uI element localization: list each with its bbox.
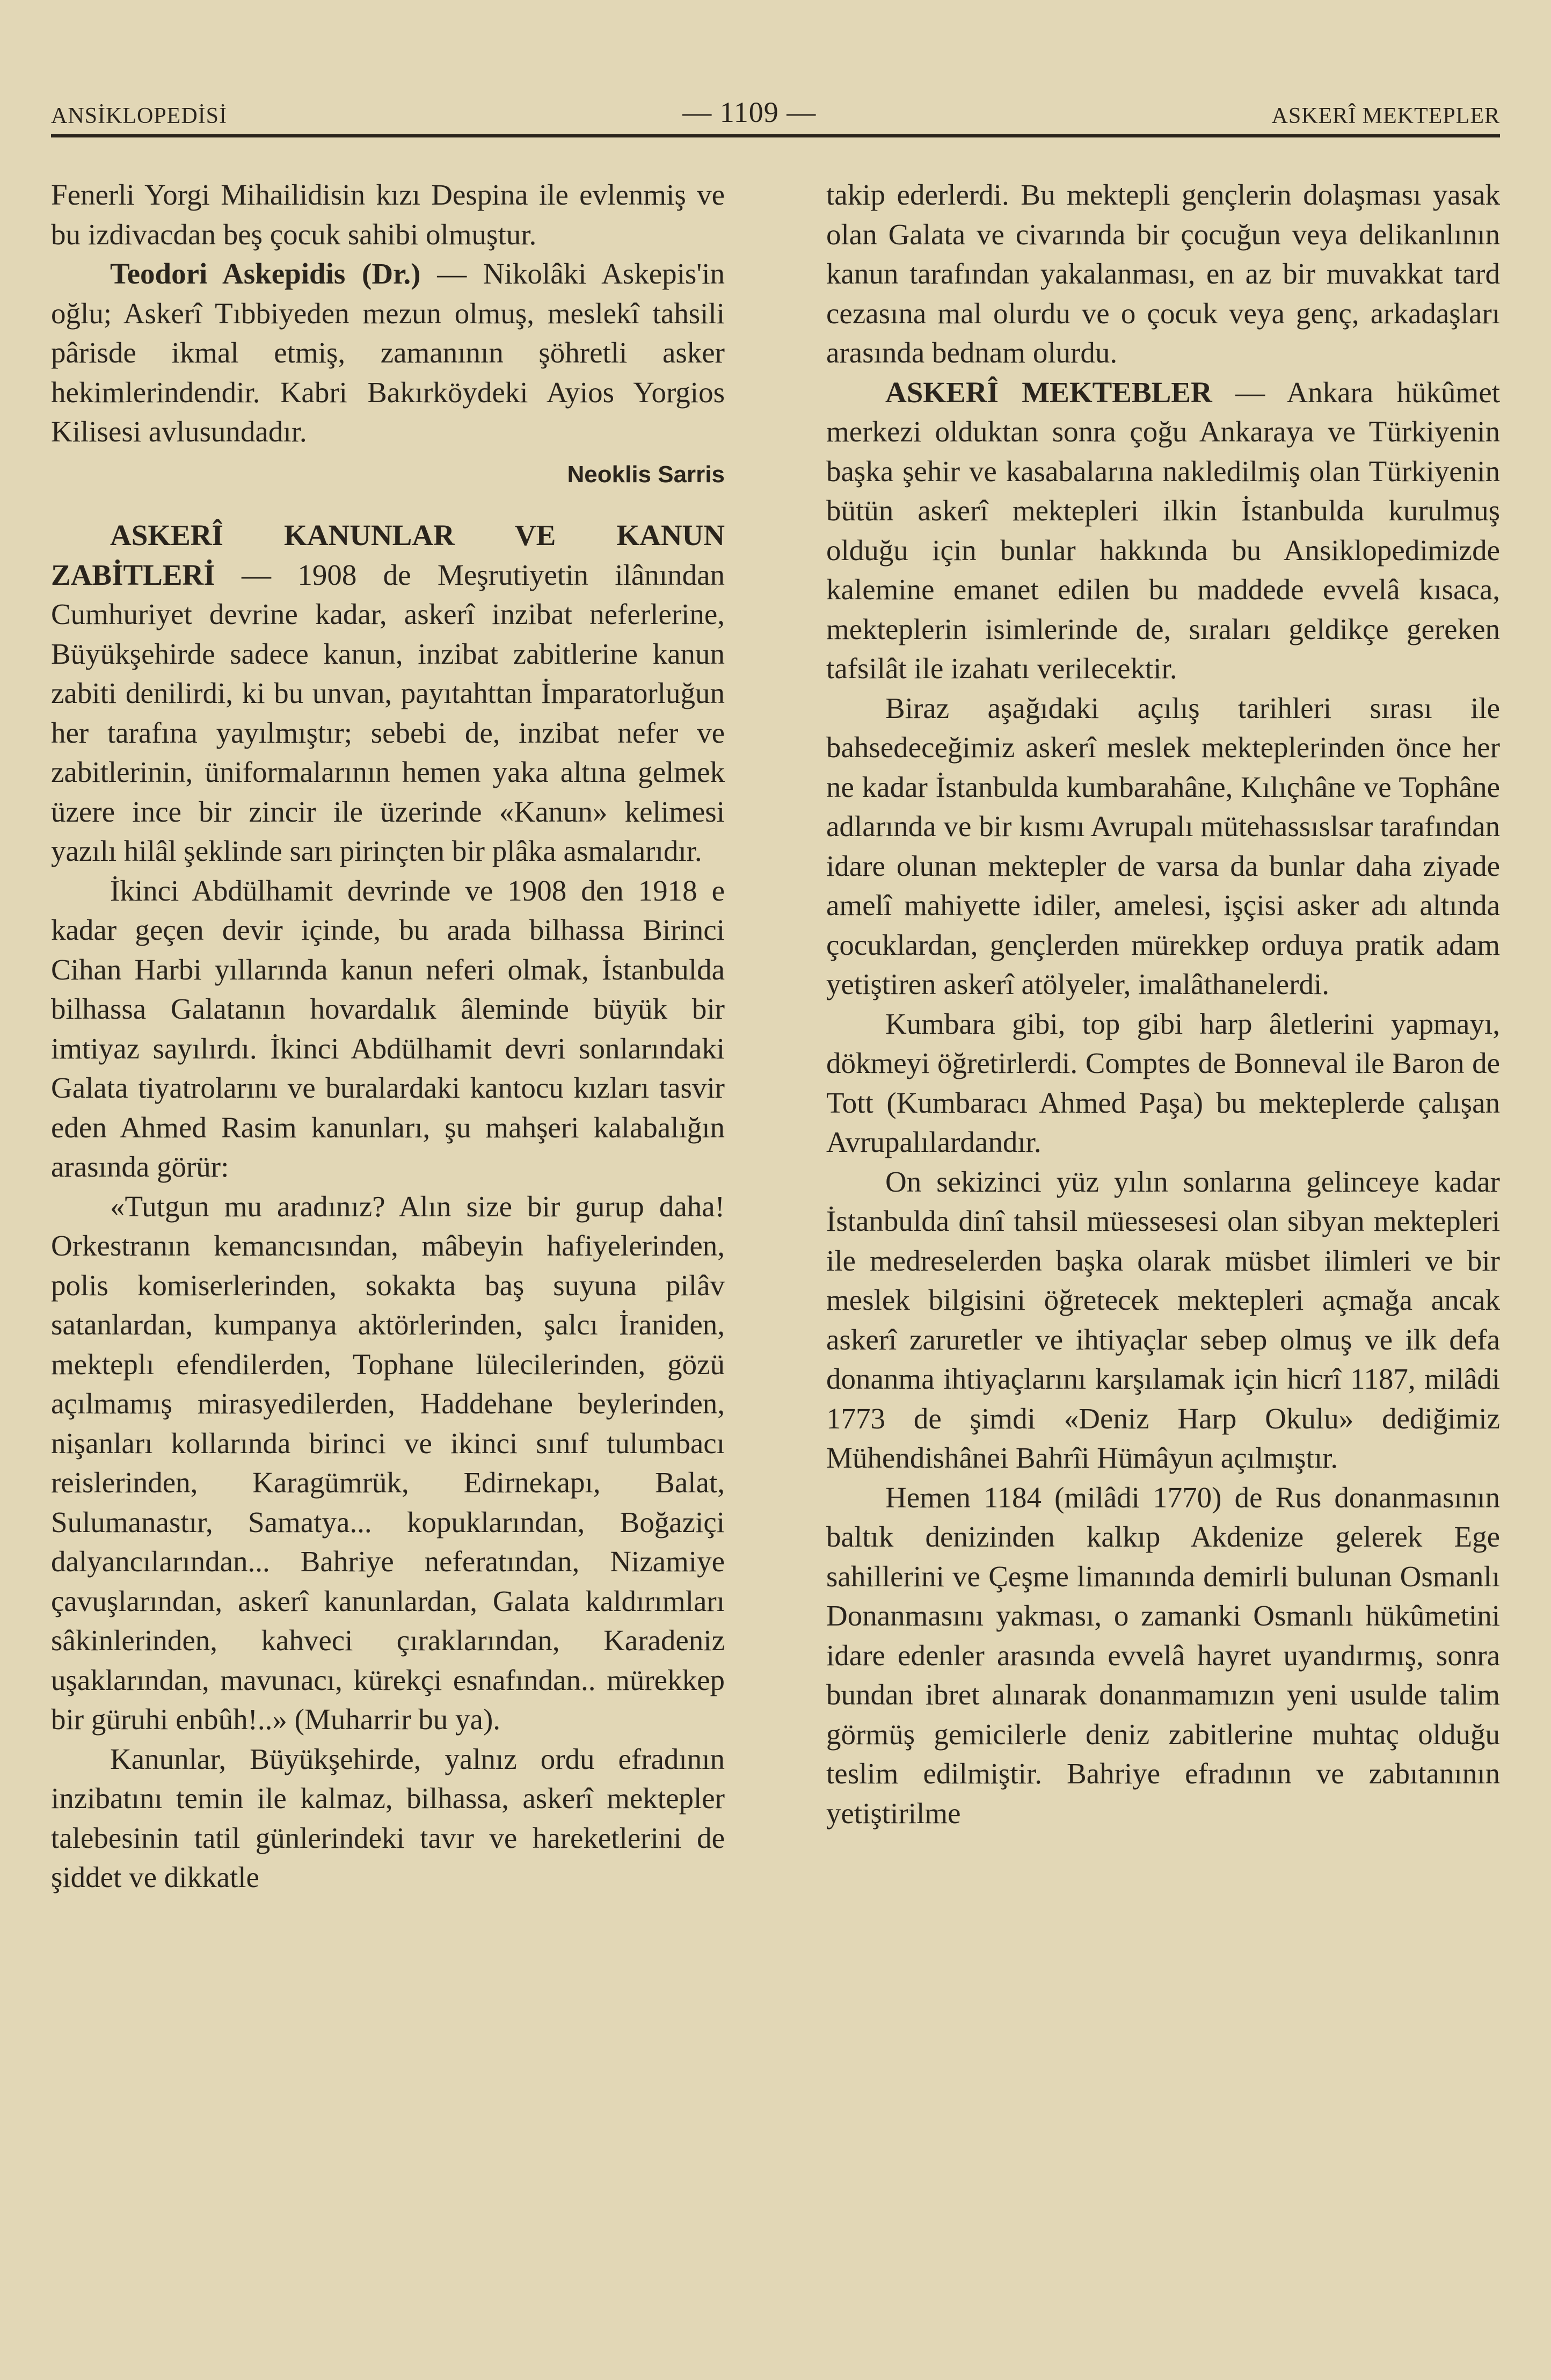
paragraph: takip ederlerdi. Bu mektepli gençlerin dolaşması yasak olan Galata ve civarında bir çocuğun veya delikanlının kanun tarafından yakalanması, en az bir muvakkat tard cezasına mal olurdu ve o çocuk veya genç, arkadaşları arasında bednam olurdu. bbox=[826, 178, 1500, 369]
entry-mektebler bbox=[826, 373, 1500, 688]
page-number: — 1109 — bbox=[682, 96, 817, 128]
paragraph: Kumbara gibi, top gibi harp âletlerini yapmayı, dökmeyi öğretirlerdi. Comptes de Bonneval ile Baron de Tott (Kumbaracı Ahmed Paşa) bu mekteplerde çalışan Avrupalılardandır. bbox=[826, 1007, 1500, 1158]
entry-kanun bbox=[51, 516, 725, 871]
right-column bbox=[826, 175, 1500, 1897]
text-columns bbox=[51, 175, 1500, 1897]
header-right: ASKERÎ MEKTEPLER bbox=[1271, 104, 1500, 128]
header-left: ANSİKLOPEDİSİ bbox=[51, 104, 227, 128]
entry-body: — Ankara hükûmet merkezi olduktan sonra çoğu Ankaraya ve Türkiyenin başka şehir ve kasabalarına nakledilmiş olan Türkiyenin bütün askerî mektepleri ilkin İstanbulda kurulmuş olduğu için bunlar hakkında bu Ansiklopedimizde kalemine emanet edilen bu maddede evvelâ kısaca, mekteplerin isimlerinde de, sıraları geldikçe gereken tafsilât ile izahatı verilecektir. bbox=[826, 375, 1501, 685]
paragraph: On sekizinci yüz yılın sonlarına gelinceye kadar İstanbulda dinî tahsil müessesesi olan sibyan mektepleri ile medreselerden başka olarak müsbet ilimleri ve bir meslek bilgisini öğretecek mektepleri açmağa ancak askerî zaruretler ve ihtiyaçlar sebep olmuş ve ilk defa donanma ihtiyaçlarını karşılamak için hicrî 1187, milâdi 1773 de şimdi «Deniz Harp Okulu» dediğimiz Mühendishânei Bahrîi Hümâyun açılmıştır. bbox=[826, 1165, 1500, 1474]
left-column bbox=[51, 175, 725, 1897]
quotation: «Tutgun mu aradınız? Alın size bir gurup daha! Orkestranın kemancısından, mâbeyin hafiyelerinden, polis komiserlerinden, sokakta baş suyuna pilâv satanlardan, kumpanya aktörlerinden, şalcı İraniden, mekteplı efendilerden, Tophane lülecilerinden, gözü açılmamış mirasyedilerden, Haddehane beylerinden, nişanları kollarında birinci ve ikinci sınıf tulumbacı reislerinden, Karagümrük, Edirnekapı, Balat, Sulumanastır, Samatya... kopuklarından, Boğaziçi dalyancılarından... Bahriye neferatından, Nizamiye çavuşlarından, askerî kanunlardan, Galata kaldırımları sâkinlerinden, kahveci çıraklarından, Karadeniz uşaklarından, mavunacı, kürekçi esnafından.. mürekkep bir güruhi enbûh!..» (Muharrir bu ya). bbox=[51, 1189, 725, 1736]
entry-body: — Nikolâki Askepis'in oğlu; Askerî Tıbbiyeden mezun olmuş, meslekî tahsili pârisde ikmal etmiş, zamanının şöhretli asker hekimlerindendir. Kabri Bakırköydeki Ayios Yorgios Kilisesi avlusundadır. bbox=[51, 257, 725, 448]
entry-title: ASKERÎ KANUNLAR VE KANUN ZABİTLERİ bbox=[51, 519, 725, 591]
paragraph: Fenerli Yorgi Mihailidisin kızı Despina ile evlenmiş ve bu izdivacdan beş çocuk sahibi olmuştur. bbox=[51, 178, 725, 251]
running-header bbox=[51, 91, 1500, 137]
entry-title: ASKERÎ MEKTEBLER bbox=[885, 375, 1212, 409]
entry-teodori bbox=[51, 254, 725, 452]
paragraph: Hemen 1184 (milâdi 1770) de Rus donanmasının baltık denizinden kalkıp Akdenize gelerek Ege sahillerini ve Çeşme limanında demirli bulunan Osmanlı Donanmasını yakması, o zamanki Osmanlı hükûmetini idare edenler arasında evvelâ hayret uyandırmış, sonra bundan ibret alınarak donanmamızın yeni usulde talim görmüş gemicilerle deniz zabitlerine muhtaç olduğu teslim edilmiştir. Bahriye efradının ve zabıtanının yetiştirilme bbox=[826, 1481, 1500, 1830]
paragraph: Kanunlar, Büyükşehirde, yalnız ordu efradının inzibatını temin ile kalmaz, bilhassa, askerî mektepler talebesinin tatil günlerindeki tavır ve hareketlerini de şiddet ve dikkatle bbox=[51, 1742, 725, 1893]
paragraph: Biraz aşağıdaki açılış tarihleri sırası ile bahsedeceğimiz askerî meslek mekteplerinden önce her ne kadar İstanbulda kumbarahâne, Kılıçhâne ve Tophâne adlarında ve bir kısmı Avrupalı mütehassıslsar tarafından idare olunan mektepler de varsa da bunlar daha ziyade amelî mahiyette idiler, amelesi, işçisi asker adı altında çocuklardan, gençlerden mürekkep orduya pratik adam yetiştiren askerî atölyeler, imalâthanelerdi. bbox=[826, 691, 1500, 1000]
entry-body: — 1908 de Meşrutiyetin ilânından Cumhuriyet devrine kadar, askerî inzibat neferlerine, Büyükşehirde sadece kanun, inzibat zabitlerine kanun zabiti denilirdi, ki bu unvan, payıtahttan İmparatorluğun her tarafına yayılmıştır; sebebi de, inzibat nefer ve zabitlerinin, üniformalarının hemen yaka altına gelmek üzere ince bir zincir ile üzerinde «Kanun» kelimesi yazılı hilâl şeklinde sarı pirinçten bir plâka asmalarıdır. bbox=[51, 558, 725, 867]
paragraph: İkinci Abdülhamit devrinde ve 1908 den 1918 e kadar geçen devir içinde, bu arada bilhassa Birinci Cihan Harbi yıllarında kanun neferi olmak, İstanbulda bilhassa Galatanın hovardalık âleminde büyük bir imtiyaz sayılırdı. İkinci Abdülhamit devri sonlarındaki Galata tiyatrolarını ve buralardaki kantocu kızları tasvir eden Ahmed Rasim kanunları, şu mahşeri kalabalığın arasında görür: bbox=[51, 874, 725, 1183]
author-signature: Neoklis Sarris bbox=[567, 461, 725, 488]
entry-title: Teodori Askepidis (Dr.) bbox=[110, 257, 421, 290]
